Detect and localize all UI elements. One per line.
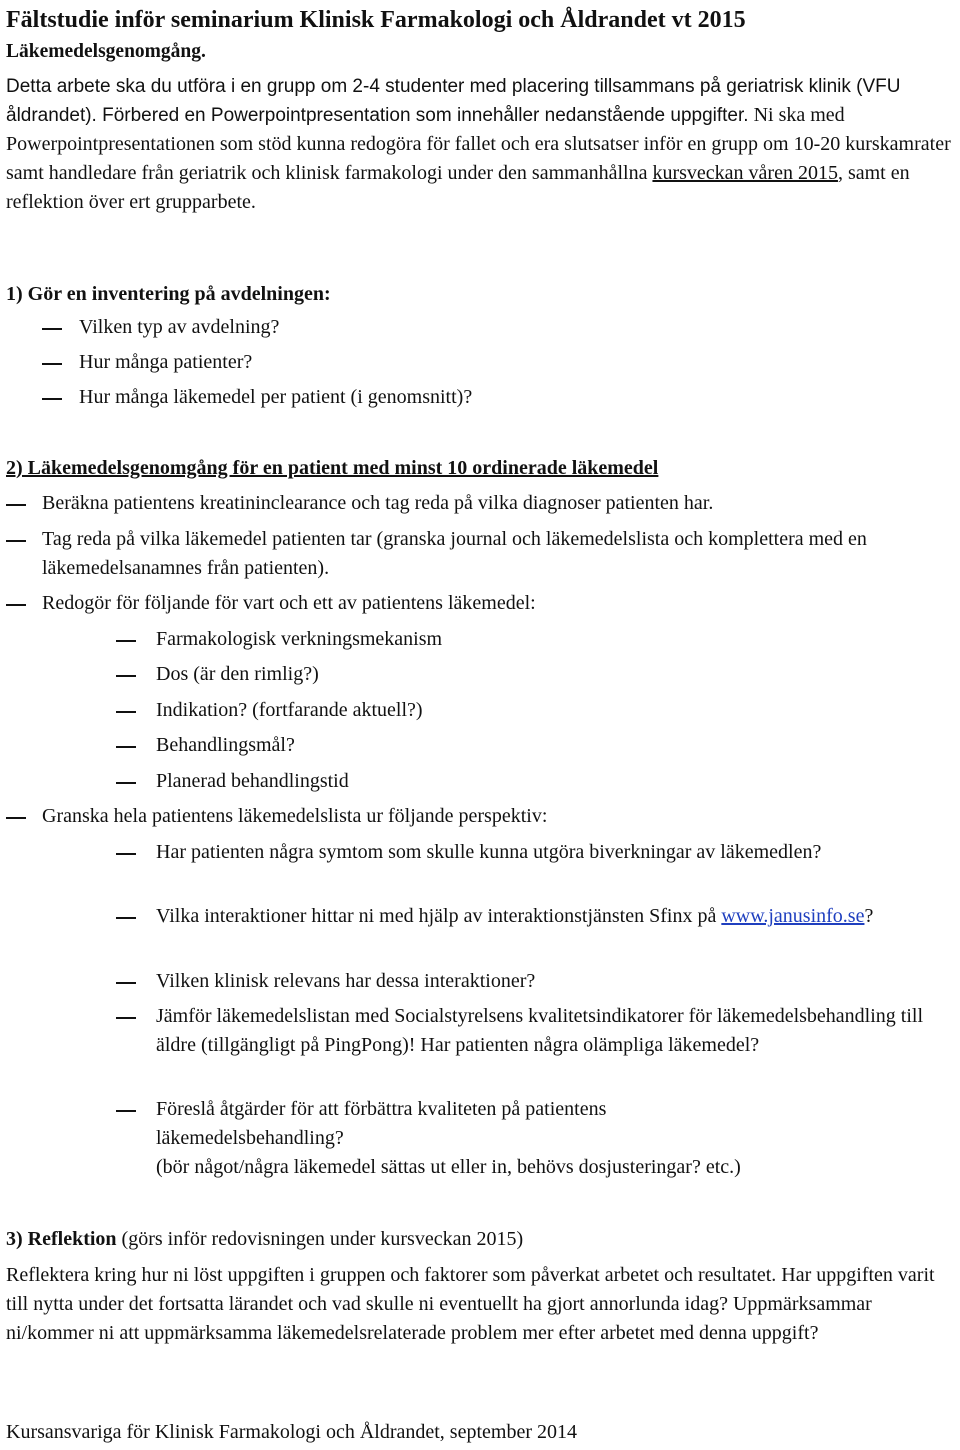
dash-bullet [6,604,26,606]
dash-bullet [42,398,62,400]
section1-item: Vilken typ av avdelning? [79,316,280,338]
section2-item: Tag reda på vilka läkemedel patienten tar (granska journal och läkemedelslista och komplettera med en läkemedelsanamnes från patienten). [42,528,867,579]
intro-sans-text: Detta arbete ska du utföra i en grupp om 2-4 studenter med placering tillsammans på geriatrisk klinik (VFU åldrandet). Förbered en Powerpointpresentation som innehåller nedanstående uppgifter. [6,76,901,126]
dash-bullet [116,640,136,642]
section2-subitem: Indikation? (fortfarande aktuell?) [156,699,423,721]
sfinx-text-end: ? [864,905,874,927]
janusinfo-link[interactable]: www.janusinfo.se [721,905,865,927]
dash-bullet [116,746,136,748]
section3-heading-rest: (görs inför redovisningen under kursveckan 2015) [116,1228,524,1250]
document-title: Fältstudie inför seminarium Klinisk Farmakologi och Åldrandet vt 2015 [6,7,746,33]
section2-subitem-note: (bör något/några läkemedel sättas ut eller in, behövs dosjusteringar? etc.) [156,1156,741,1178]
dash-bullet [116,853,136,855]
section2-heading: 2) Läkemedelsgenomgång för en patient med minst 10 ordinerade läkemedel [6,457,659,479]
section3-heading-bold: 3) Reflektion [6,1228,117,1250]
dash-bullet [6,817,26,819]
dash-bullet [116,675,136,677]
section2-subitem: Har patienten några symtom som skulle kunna utgöra biverkningar av läkemedlen? [156,841,822,863]
document-subtitle: Läkemedelsgenomgång. [6,41,206,62]
section2-subitem: Behandlingsmål? [156,734,295,756]
section2-subitem: Vilken klinisk relevans har dessa interaktioner? [156,970,536,992]
section2-subitem: Jämför läkemedelslistan med Socialstyrelsens kvalitetsindikatorer för läkemedelsbehandling till äldre (tillgängligt på PingPong)! Har patienten några olämpliga läkemedel? [156,1005,924,1056]
dash-bullet [116,982,136,984]
section2-item: Granska hela patientens läkemedelslista ur följande perspektiv: [42,805,548,827]
dash-bullet [42,363,62,365]
dash-bullet [116,917,136,919]
dash-bullet [116,1017,136,1019]
sfinx-text: Vilka interaktioner hittar ni med hjälp av interaktionstjänsten Sfinx på [156,905,722,927]
dash-bullet [6,540,26,542]
section2-subitem: Föreslå åtgärder för att förbättra kvaliteten på patientens läkemedelsbehandling? [156,1098,607,1149]
section3-body: Reflektera kring hur ni löst uppgiften i gruppen och faktorer som påverkat arbetet och resultatet. Har uppgiften varit till nytta under det fortsatta lärandet och vad skulle ni eventuellt ha gjort annorlunda idag? Uppmärksammar ni/kommer ni att uppmärksamma läkemedelsrelaterade problem mer efter arbetet med denna uppgift? [6,1264,935,1344]
intro-paragraph [6,72,956,217]
section3-heading [6,1225,523,1253]
section1-item: Hur många patienter? [79,351,253,373]
intro-underlined-text: kursveckan våren 2015 [652,162,838,184]
dash-bullet [116,782,136,784]
intro-serif-text-end: , samt en reflektion över ert grupparbete. [6,162,910,213]
section2-subitem: Dos (är den rimlig?) [156,663,319,685]
section2-item: Redogör för följande för vart och ett av patientens läkemedel: [42,592,536,614]
dash-bullet [116,1110,136,1112]
section2-subitem: Planerad behandlingstid [156,770,349,792]
section1-item: Hur många läkemedel per patient (i genomsnitt)? [79,386,473,408]
section1-heading: 1) Gör en inventering på avdelningen: [6,283,331,305]
dash-bullet [42,328,62,330]
section2-subitem [156,902,896,931]
section2-subitem: Farmakologisk verkningsmekanism [156,628,443,650]
section2-item: Beräkna patientens kreatininclearance och tag reda på vilka diagnoser patienten har. [42,492,714,514]
intro-serif-text: Ni ska med Powerpointpresentationen som stöd kunna redogöra för fallet och era slutsatser inför en grupp om 10-20 kurskamrater samt handledare från geriatrik och klinisk farmakologi under den sammanhållna [6,104,951,184]
dash-bullet [116,711,136,713]
dash-bullet [6,504,26,506]
document-footer: Kursansvariga för Klinisk Farmakologi och Åldrandet, september 2014 [6,1421,577,1443]
